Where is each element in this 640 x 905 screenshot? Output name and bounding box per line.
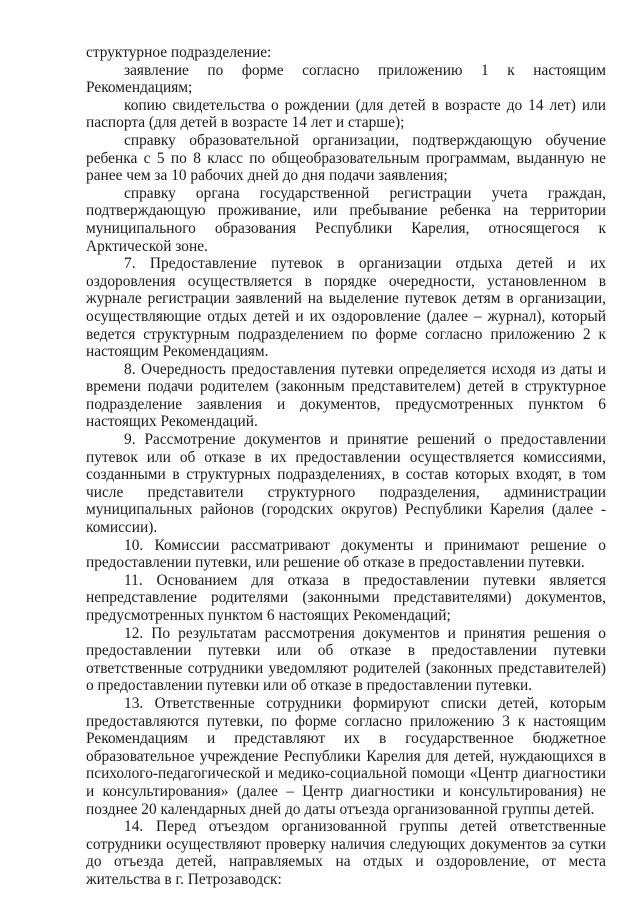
paragraph-list-item-school-certificate: справку образовательной организации, подтверждающую обучение ребенка с 5 по 8 класс по общеобразовательным программам, выданную не ранее чем за 10 рабочих дней до дня подачи заявления; — [86, 131, 606, 185]
paragraph-11: 11. Основанием для отказа в предоставлении путевки является непредставление родителями (законными представителями) документов, предусмотренных пунктом 6 настоящих Рекомендаций; — [86, 571, 606, 624]
paragraph-intro: структурное подразделение: — [86, 44, 272, 61]
paragraph-12: 12. По результатам рассмотрения документов и принятия решения о предоставлении путевки или об отказе в предоставлении путевки ответственные сотрудники уведомляют родителей (законных представителей) о предоставлении путевки или об отказе в предоставлении путевки. — [86, 624, 606, 695]
paragraph-list-item-application: заявление по форме согласно приложению 1 к настоящим Рекомендациям; — [86, 61, 606, 97]
document-page — [86, 44, 606, 889]
paragraph-8: 8. Очередность предоставления путевки определяется исходя из даты и времени подачи родителем (законным представителем) детей в структурное подразделение заявления и документов, предусмотренных пунктом 6 настоящих Рекомендаций. — [86, 360, 606, 431]
paragraph-10: 10. Комиссии рассматривают документы и принимают решение о предоставлении путевки, или решение об отказе в предоставлении путевки. — [86, 536, 606, 572]
paragraph-13: 13. Ответственные сотрудники формируют списки детей, которым предоставляются путевки, по форме согласно приложению 3 к настоящим Рекомендациям и представляют их в государственное бюджетное образовательное учреждение Республики Карелия для детей, нуждающихся в психолого-педагогической и медико-социальной помощи «Центр диагностики и консультирования» (далее – Центр диагностики и консультирования) не позднее 20 календарных дней до даты отъезда организованной группы детей. — [86, 694, 606, 818]
paragraph-14: 14. Перед отъездом организованной группы детей ответственные сотрудники осуществляют проверку наличия следующих документов за сутки до отъезда детей, направляемых на отдых и оздоровление, от места жительства в г. Петрозаводск: — [86, 818, 606, 888]
paragraph-9: 9. Рассмотрение документов и принятие решений о предоставлении путевок или об отказе в их предоставлении осуществляется комиссиями, созданными в структурных подразделениях, в состав которых входят, в том числе представители структурного подразделения, администрации муниципальных районов (городских округов) Республики Карелия (далее - комиссии). — [86, 431, 606, 537]
paragraph-list-item-residence-certificate: справку органа государственной регистрации учета граждан, подтверждающую проживание, или пребывание ребенка на территории муниципального образования Республики Карелия, относящегося к Арктической зоне. — [86, 184, 606, 255]
paragraph-list-item-birth-certificate: копию свидетельства о рождении (для детей в возрасте до 14 лет) или паспорта (для детей в возрасте 14 лет и старше); — [86, 96, 606, 132]
paragraph-7: 7. Предоставление путевок в организации отдыха детей и их оздоровления осуществляется в порядке очередности, установленном в журнале регистрации заявлений на выделение путевок детям в организации, осуществляющие отдых детей и их оздоровление (далее – журнал), который ведется структурным подразделением по форме согласно приложению 2 к настоящим Рекомендациям. — [86, 255, 606, 361]
